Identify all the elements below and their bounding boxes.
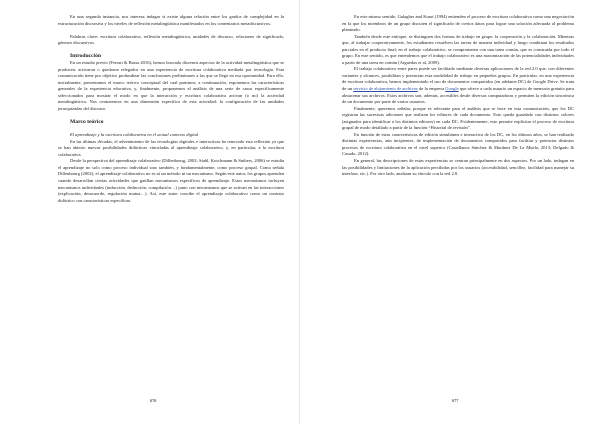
page-number-right: 677 [452, 398, 459, 403]
right-paragraph-4: Finalmente, queremos señalar, porque es relevante para el análisis que se hace en esta comunicación, que los DC registran las sucesivas adiciones que realizan los editores de cada documento. Esto queda guardado con distintos colores (asignados para identificar a los distintos editores) en cada DC. Evidentemente, esto permite explicitar el proceso de escritura grupal de modo detallado a partir de la función “Historial de revisión”. [342, 105, 574, 131]
keywords-paragraph: Palabras clave: escritura colaborativa, reflexión metalingüística, unidades de discurso, relaciones de significado, géneros discursivos. [58, 33, 284, 46]
right-paragraph-5: En función de estas características de edición simultánea e interactiva de los DC, en los últimos años, se han realizado distintas experiencias, aún incipientes, de implementación de documentos compartidos para facilitar y potenciar distintos procesos de escritura colaborativa en el nivel superior (Castellanos Sánchez & Martínez De La Muela, 2013; Delgado & Casado, 2012). [342, 131, 574, 157]
theory-heading: Marco teórico [70, 118, 104, 125]
left-text-column [58, 14, 284, 204]
file-hosting-link[interactable]: servicio de alojamiento de archivos [353, 86, 418, 92]
theory-paragraph-1: En las últimas décadas, el advenimiento de las tecnologías digitales e interactivas ha renovado esta reflexión ya que se han abierto nuevas posibilidades didácticas vinculadas al aprendizaje colaborativo, y, en particular, a la escritura colaborativa. [58, 138, 284, 157]
theory-paragraph-2: Desde la perspectiva del aprendizaje colaborativo (Dillenbourg, 2002; Stahl, Koschmann & Suthers, 2006) se estudia el aprendizaje no solo como proceso individual sino también, y fundamentalmente, como proceso grupal. Como señala Dillenbourg (2002), el aprendizaje colaborativo no es ni un método ni un mecanismo. Según este autor, los grupos aprenden cuando desarrollan ciertas actividades que gatillan mecanismos específicos de aprendizaje. Estos mecanismos incluyen mecanismos individuales (inducción, deducción, compilación…) junto con mecanismos que se activan en las interacciones (explicación, desacuerdo, regulación mutua…). Así, este autor concibe el aprendizaje colaborativo como un contrato didáctico con características específicas. [58, 158, 284, 203]
p3-text-start: El trabajo colaborativo entre pares puede ser facilitado mediante diversas aplicaciones de la red 2.0 que, con diferentes variantes y alcances, posibilitan y potencian esta modalidad de trabajo en pequeños grupos. En particular, en una experiencia de escritura colaborativa, hemos implementado el uso de documentos compartidos (en adelante DC) de Google Drive. Se trata de un [342, 66, 574, 92]
right-paragraph-6: En general, las descripciones de estas experiencias se centran principalmente en dos aspectos. Por un lado, indagan en las posibilidades y limitaciones de la aplicación percibidas por los usuarios (accesibilidad, sencillez, facilidad para manejar su interfase, etc.). Por otro lado, analizan su vínculo con la red 2.0. [342, 158, 574, 177]
google-link[interactable]: Google [445, 86, 459, 92]
p3-text-end: que ofrece a cada usuario un espacio de memoria gratuito para almacenar sus archivos. Estos archivos son, además, accesibles desde diversas computadoras y permiten la edición sincrónica de un documento por parte de varios usuarios. [342, 86, 574, 105]
intro-body-paragraph: En un estudio previo (Ferrari & Bassa 2016), hemos buscado discernir aspectos de la actividad metalingüística que se producen, activaron o quedaron relegados en una experiencia de escritura colaborativa mediada por tecnología. Esta comunicación tiene por objetivo profundizar las conclusiones preliminares a las que se llegó en esa oportunidad. Para ello, inicialmente, presentamos el marco teórico conceptual del cual partimos; a continuación, exponemos las características generales de la experiencia educativa, y, finalmente, proponemos el análisis de una serie de casos específicamente seleccionados para mostrar el modo en que la interacción y escritura colaborativa activan (o no) la actividad metalingüística. Nos centraremos en una dimensión específica de esta actividad: la configuración de las unidades jerarquizadas del discurso. [58, 59, 284, 111]
right-page [300, 0, 600, 424]
intro-heading: Introducción [70, 53, 101, 60]
p3-text-middle: de la empresa [417, 86, 446, 92]
theory-subheading: El aprendizaje y la escritura colaborativa en el actual contexto digital [70, 132, 199, 138]
intro-paragraph: En una segunda instancia, nos interesa indagar si existe alguna relación entre los grados de complejidad en la estructuración discursiva y los niveles de reflexión metalingüística manifestados en los comentarios metadiscursivos. [58, 14, 284, 26]
right-paragraph-1: En este mismo sentido, Galagher and Kraut (1994) entienden el proceso de escritura colaborativa como una negociación en la que los miembros de un grupo discuten el significado de ciertos datos para lograr una solución adecuada al problema planteado. [342, 14, 574, 33]
right-text-column [342, 14, 574, 178]
right-paragraph-3 [342, 66, 574, 105]
page-number-left: 676 [150, 398, 157, 403]
right-paragraph-2: También desde este enfoque, se distinguen dos formas de trabajo en grupo: la cooperación y la colaboración. Mientras que, al trabajar cooperativamente, los estudiantes resuelven las tareas de manera individual y luego combinan los resultados parciales en el producto final; en el trabajo colaborativo, se comprometen con una tarea común, que es construida por todo el grupo. En este sentido, es que entendemos que el trabajo colaborativo es una maximización de las potencialidades individuales a partir de una tarea en común (Arguedas et al, 2009). [342, 33, 574, 65]
